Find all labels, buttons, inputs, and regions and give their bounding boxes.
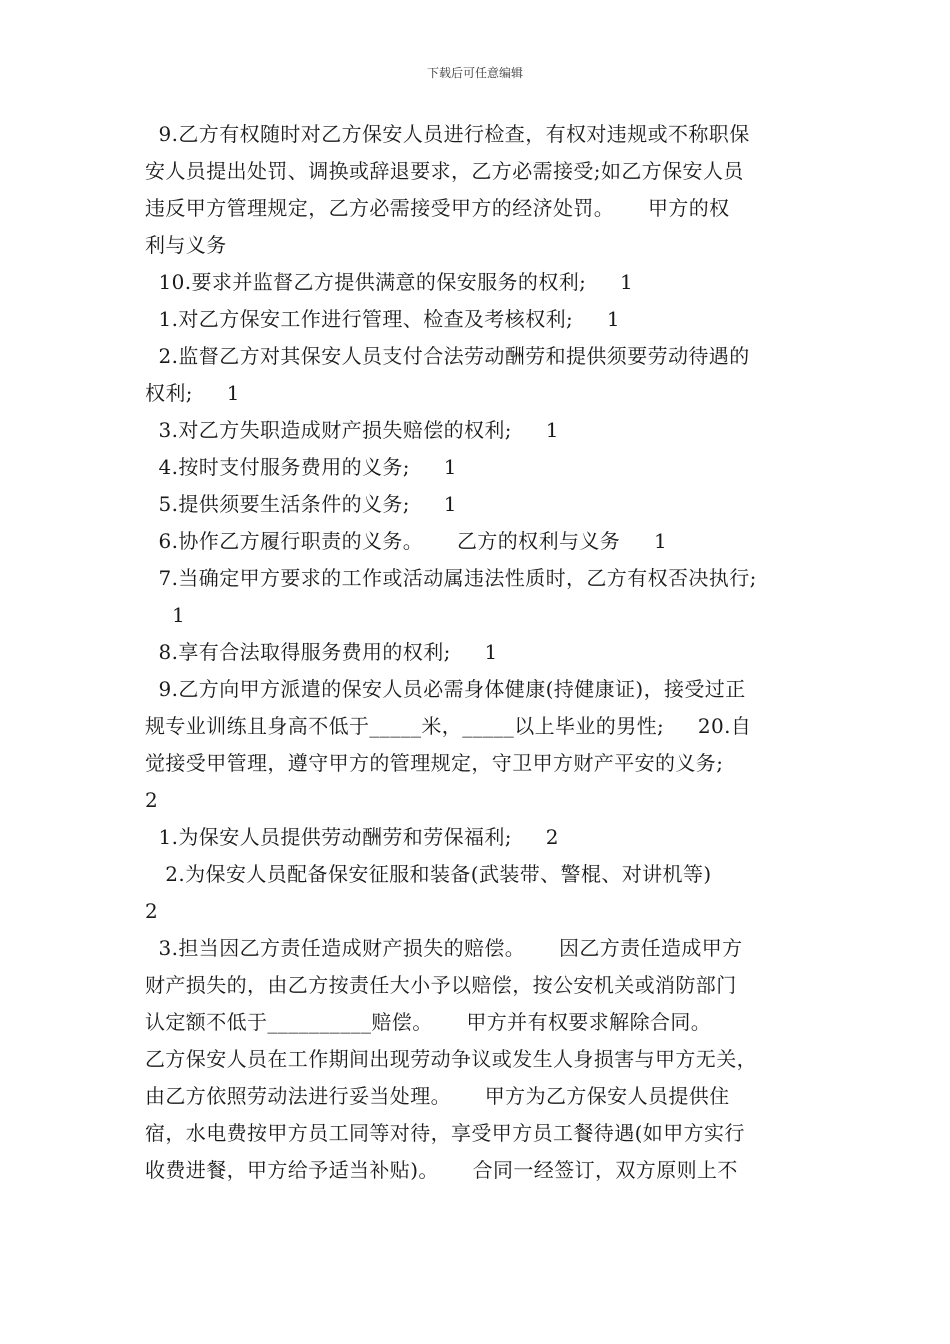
document-body <box>145 116 825 1189</box>
body-line: 宿，水电费按甲方员工同等对待，享受甲方员工餐待遇(如甲方实行 <box>145 1121 745 1145</box>
body-line: 1.对乙方保安工作进行管理、检查及考核权利; 1 <box>145 307 621 331</box>
body-line: 财产损失的，由乙方按责任大小予以赔偿，按公安机关或消防部门 <box>145 973 737 997</box>
body-line: 利与义务 <box>145 233 227 257</box>
body-line: 1.为保安人员提供劳动酬劳和劳保福利; 2 <box>145 825 559 849</box>
body-line: 9.乙方有权随时对乙方保安人员进行检查，有权对违规或不称职保 <box>145 122 750 146</box>
body-line: 3.对乙方失职造成财产损失赔偿的权利; 1 <box>145 418 559 442</box>
page-header: 下载后可任意编辑 <box>426 66 523 80</box>
body-line: 权利; 1 <box>145 381 240 405</box>
body-line: 违反甲方管理规定，乙方必需接受甲方的经济处罚。 甲方的权 <box>145 196 730 220</box>
body-line: 3.担当因乙方责任造成财产损失的赔偿。 因乙方责任造成甲方 <box>145 936 743 960</box>
body-line: 1 <box>145 603 186 627</box>
body-line: 6.协作乙方履行职责的义务。 乙方的权利与义务 1 <box>145 529 668 553</box>
body-line: 觉接受甲管理，遵守甲方的管理规定，守卫甲方财产平安的义务; <box>145 751 724 775</box>
body-line: 安人员提出处罚、调换或辞退要求，乙方必需接受;如乙方保安人员 <box>145 159 744 183</box>
body-line: 由乙方依照劳动法进行妥当处理。 甲方为乙方保安人员提供住 <box>145 1084 730 1108</box>
body-line: 2.为保安人员配备保安征服和装备(武装带、警棍、对讲机等) <box>145 862 712 886</box>
body-line: 2 <box>145 899 159 923</box>
body-line: 7.当确定甲方要求的工作或活动属违法性质时，乙方有权否决执行; <box>145 566 757 590</box>
body-line: 乙方保安人员在工作期间出现劳动争议或发生人身损害与甲方无关， <box>145 1047 757 1071</box>
body-line: 2 <box>145 788 159 812</box>
body-line: 5.提供须要生活条件的义务; 1 <box>145 492 457 516</box>
body-line: 规专业训练且身高不低于_____米，_____以上毕业的男性; 20.自 <box>145 714 752 738</box>
body-line: 2.监督乙方对其保安人员支付合法劳动酬劳和提供须要劳动待遇的 <box>145 344 750 368</box>
body-line: 收费进餐，甲方给予适当补贴)。 合同一经签订，双方原则上不 <box>145 1158 738 1182</box>
body-line: 认定额不低于__________赔偿。 甲方并有权要求解除合同。 <box>145 1010 712 1034</box>
body-line: 8.享有合法取得服务费用的权利; 1 <box>145 640 498 664</box>
body-line: 9.乙方向甲方派遣的保安人员必需身体健康(持健康证)，接受过正 <box>145 677 746 701</box>
body-line: 4.按时支付服务费用的义务; 1 <box>145 455 457 479</box>
body-line: 10.要求并监督乙方提供满意的保安服务的权利; 1 <box>145 270 634 294</box>
